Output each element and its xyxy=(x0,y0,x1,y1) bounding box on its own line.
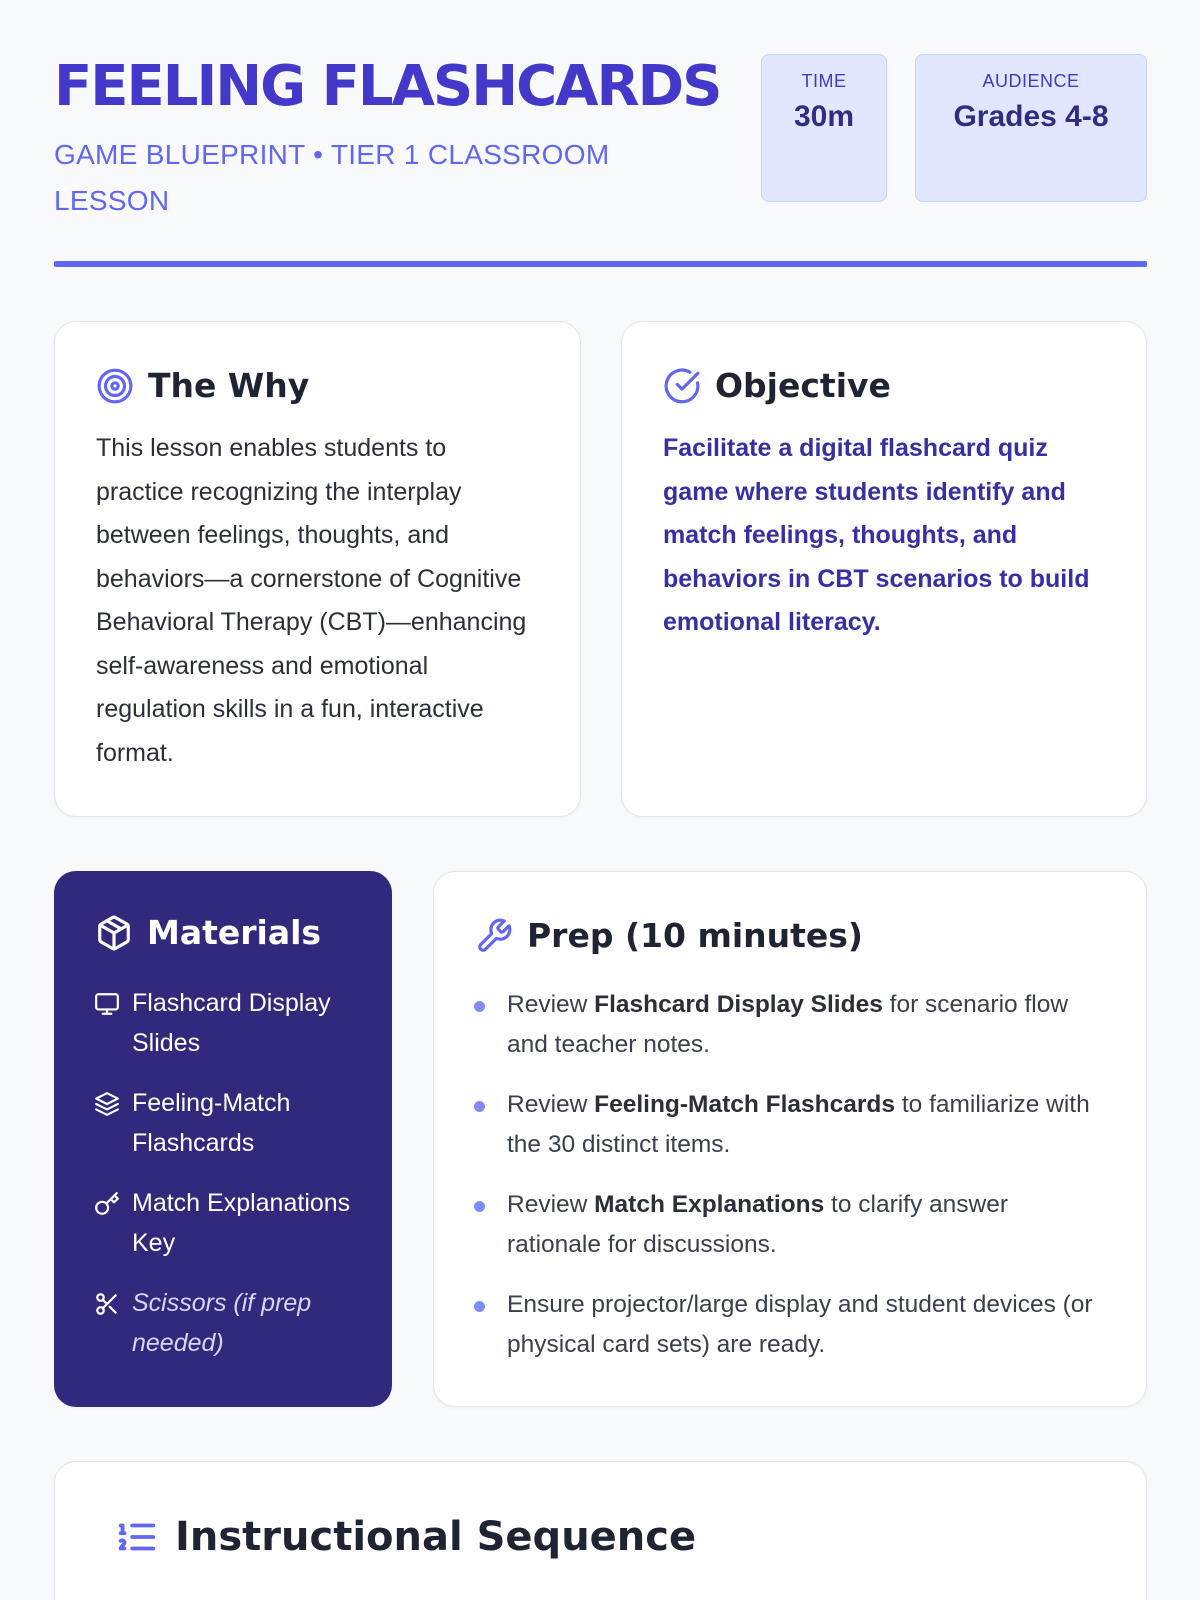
audience-badge xyxy=(915,54,1147,202)
prep-text-bold: Feeling-Match Flashcards xyxy=(594,1091,896,1118)
objective-title: Objective xyxy=(715,366,891,405)
why-card xyxy=(54,321,581,817)
material-label: Flashcard Display Slides xyxy=(132,989,331,1057)
why-text: This lesson enables students to practice recognizing the interplay between feelings, thoughts, and behaviors—a cornerstone of Cognitive Behavioral Therapy (CBT)—enhancing self-awareness and emotional regulation skills in a fun, interactive format. xyxy=(96,434,527,767)
list-item xyxy=(474,1185,1094,1265)
prep-text-pre: Review xyxy=(507,1191,595,1218)
objective-text: Facilitate a digital flashcard quiz game where students identify and match feelings, thoughts, and behaviors in CBT scenarios to build emotional literacy. xyxy=(663,434,1090,636)
material-label: Match Explanations Key xyxy=(132,1189,351,1257)
sequence-header xyxy=(113,1514,696,1560)
sequence-title: Instructional Sequence xyxy=(175,1514,697,1560)
objective-card xyxy=(621,321,1147,817)
prep-text-pre: Ensure projector/large display and student devices (or physical card sets) are ready. xyxy=(507,1291,1093,1358)
time-value: 30m xyxy=(793,100,855,133)
sequence-card xyxy=(54,1461,1147,1600)
materials-header xyxy=(95,913,321,952)
prep-text-bold: Match Explanations xyxy=(594,1191,825,1218)
check-circle-icon xyxy=(663,367,701,405)
time-label: TIME xyxy=(801,71,847,91)
list-item xyxy=(474,1285,1094,1365)
prep-text-bold: Flashcard Display Slides xyxy=(594,991,883,1018)
list-item xyxy=(94,1083,364,1163)
target-icon xyxy=(96,367,134,405)
prep-header xyxy=(475,916,863,955)
materials-list xyxy=(94,983,364,1383)
prep-list xyxy=(474,985,1094,1385)
package-icon xyxy=(95,914,133,952)
bullet-dot xyxy=(474,1001,485,1012)
monitor-icon xyxy=(94,991,120,1017)
list-item xyxy=(474,985,1094,1065)
page-subtitle: GAME BLUEPRINT • TIER 1 CLASSROOM LESSON xyxy=(54,139,610,216)
scissors-icon xyxy=(94,1291,120,1317)
lesson-header xyxy=(54,52,1147,267)
why-title: The Why xyxy=(148,366,310,405)
prep-text-pre: Review xyxy=(507,991,595,1018)
audience-value: Grades 4-8 xyxy=(953,100,1109,133)
list-item xyxy=(94,1283,364,1363)
bullet-dot xyxy=(474,1101,485,1112)
prep-text-post: for scenario flow and teacher notes. xyxy=(507,991,1069,1058)
material-label: Scissors (if prep needed) xyxy=(132,1289,312,1357)
numbered-list-icon xyxy=(113,1514,159,1560)
prep-text-post: to clarify answer rationale for discussions. xyxy=(507,1191,1009,1258)
list-item xyxy=(94,1183,364,1263)
objective-header xyxy=(663,366,891,405)
materials-card xyxy=(54,871,392,1407)
list-item xyxy=(94,983,364,1063)
materials-title: Materials xyxy=(147,913,322,952)
why-header xyxy=(96,366,309,405)
prep-text-post: to familiarize with the 30 distinct items. xyxy=(507,1091,1090,1158)
page-title: FEELING FLASHCARDS xyxy=(54,54,721,119)
wrench-icon xyxy=(475,917,513,955)
time-badge xyxy=(761,54,887,202)
key-icon xyxy=(94,1191,120,1217)
header-divider xyxy=(54,261,1147,267)
bullet-dot xyxy=(474,1201,485,1212)
prep-text-pre: Review xyxy=(507,1091,595,1118)
prep-card xyxy=(433,871,1147,1407)
material-label: Feeling-Match Flashcards xyxy=(132,1089,291,1157)
prep-title: Prep (10 minutes) xyxy=(527,916,864,955)
audience-label: AUDIENCE xyxy=(982,71,1080,91)
layers-icon xyxy=(94,1091,120,1117)
list-item xyxy=(474,1085,1094,1165)
bullet-dot xyxy=(474,1301,485,1312)
